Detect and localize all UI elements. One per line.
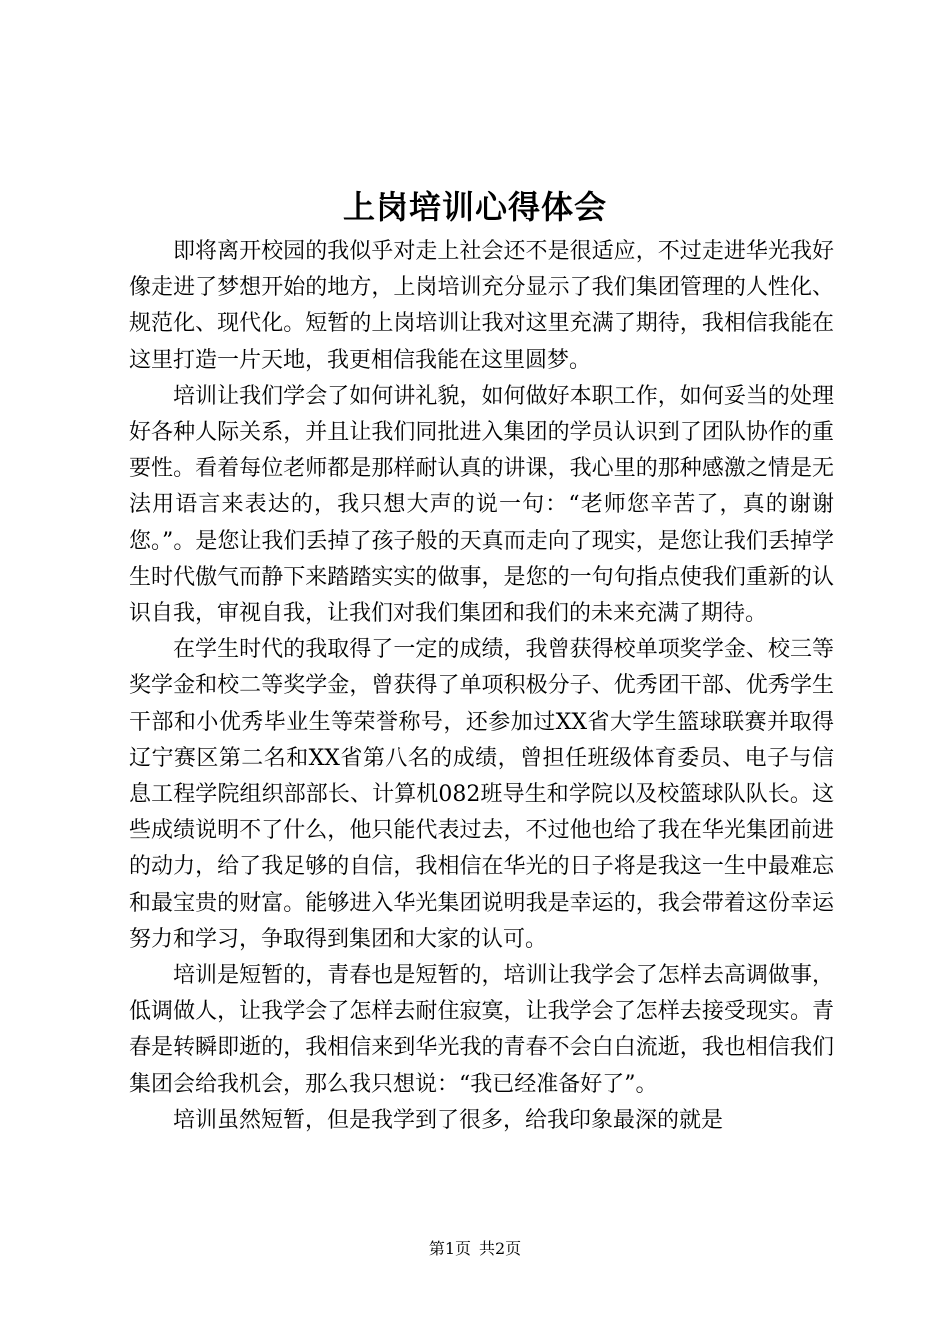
page-footer <box>0 1237 950 1261</box>
paragraph: 培训是短暂的，青春也是短暂的，培训让我学会了怎样去高调做事，低调做人，让我学会了怎样去耐住寂寞，让我学会了怎样去接受现实。青春是转瞬即逝的，我相信来到华光我的青春不会白白流逝，我也相信我们集团会给我机会，那么我只想说：“我已经准备好了”。 <box>129 963 834 1097</box>
document-title: 上岗培训心得体会 <box>342 188 607 226</box>
paragraph: 在学生时代的我取得了一定的成绩，我曾获得校单项奖学金、校三等奖学金和校二等奖学金，曾获得了单项积极分子、优秀团干部、优秀学生干部和小优秀毕业生等荣誉称号，还参加过XX省大学生篮球联赛并取得辽宁赛区第二名和XX省第八名的成绩，曾担任班级体育委员、电子与信息工程学院组织部部长、计算机082班导生和学院以及校篮球队队长。这些成绩说明不了什么，他只能代表过去，不过他也给了我在华光集团前进的动力，给了我足够的自信，我相信在华光的日子将是我这一生中最难忘和最宝贵的财富。能够进入华光集团说明我是幸运的，我会带着这份幸运努力和学习，争取得到集团和大家的认可。 <box>129 637 834 952</box>
paragraph: 培训让我们学会了如何讲礼貌，如何做好本职工作，如何妥当的处理好各种人际关系，并且让我们同批进入集团的学员认识到了团队协作的重要性。看着每位老师都是那样耐认真的讲课，我心里的那种感激之情是无法用语言来表达的，我只想大声的说一句：“老师您辛苦了，真的谢谢您。”。是您让我们丢掉了孩子般的天真而走向了现实，是您让我们丢掉学生时代傲气而静下来踏踏实实的做事，是您的一句句指点使我们重新的认识自我，审视自我，让我们对我们集团和我们的未来充满了期待。 <box>129 383 834 627</box>
page-number: 第1页 <box>428 1239 471 1258</box>
page-total: 共2页 <box>479 1239 522 1258</box>
document-body <box>129 234 834 1139</box>
paragraph: 培训虽然短暂，但是我学到了很多，给我印象最深的就是 <box>173 1107 724 1133</box>
paragraph: 即将离开校园的我似乎对走上社会还不是很适应，不过走进华光我好像走进了梦想开始的地方，上岗培训充分显示了我们集团管理的人性化、规范化、现代化。短暂的上岗培训让我对这里充满了期待，我相信我能在这里打造一片天地，我更相信我能在这里圆梦。 <box>129 239 834 373</box>
